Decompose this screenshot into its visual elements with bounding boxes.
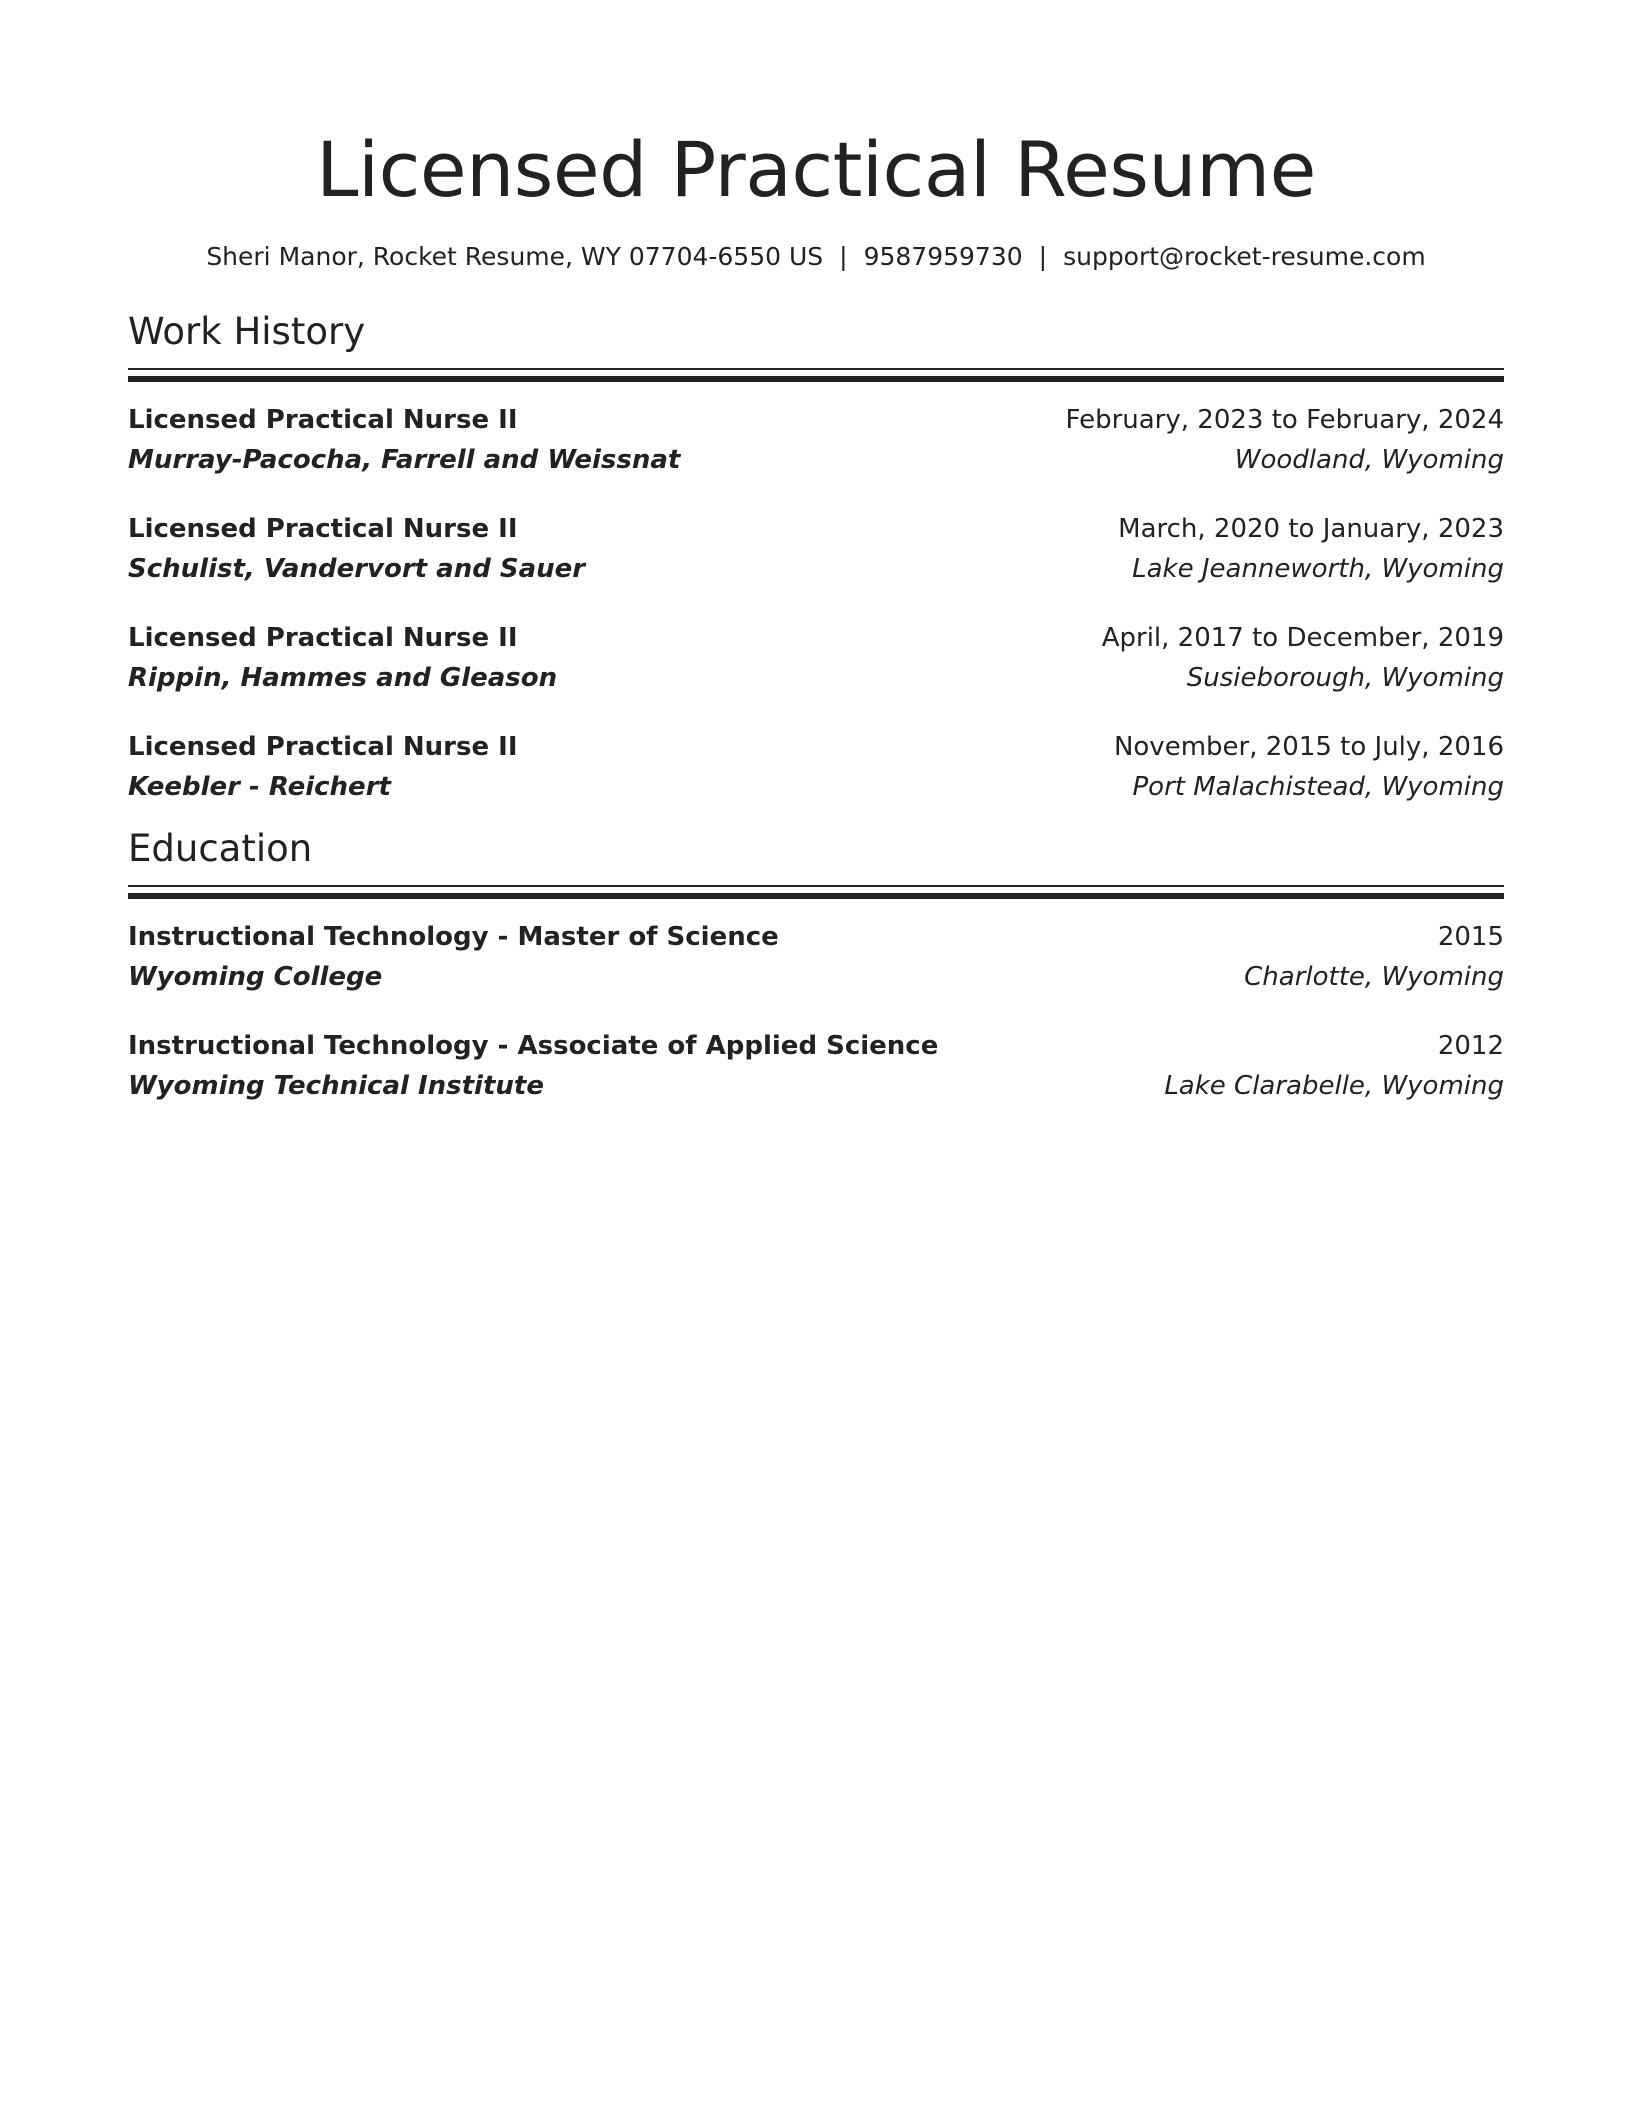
contact-address: Sheri Manor, Rocket Resume, WY 07704-6550 US <box>206 242 824 271</box>
education-entry <box>128 917 1504 997</box>
job-title: Licensed Practical Nurse II <box>128 732 518 762</box>
job-title: Licensed Practical Nurse II <box>128 405 518 435</box>
job-dates: March, 2020 to January, 2023 <box>1118 514 1504 544</box>
divider-thick-line <box>128 893 1504 899</box>
job-employer-row <box>128 767 1504 807</box>
divider-thin-line <box>128 885 1504 887</box>
job-employer: Schulist, Vandervort and Sauer <box>128 554 586 584</box>
section-divider <box>128 368 1504 382</box>
resume-title: Licensed Practical Resume <box>316 125 1316 214</box>
job-employer: Rippin, Hammes and Gleason <box>128 663 558 693</box>
job-employer-row <box>128 440 1504 480</box>
degree-year: 2012 <box>1437 1031 1504 1061</box>
degree-row <box>128 917 1504 957</box>
school-name: Wyoming College <box>128 962 383 992</box>
job-dates: April, 2017 to December, 2019 <box>1101 623 1504 653</box>
job-entry <box>128 509 1504 589</box>
school-row <box>128 1066 1504 1106</box>
job-title: Licensed Practical Nurse II <box>128 514 518 544</box>
job-employer: Murray-Pacocha, Farrell and Weissnat <box>128 445 681 475</box>
job-entry <box>128 618 1504 698</box>
job-location: Lake Jeanneworth, Wyoming <box>1132 554 1504 584</box>
degree-year: 2015 <box>1437 922 1504 952</box>
contact-line <box>128 240 1504 274</box>
job-header-row <box>128 509 1504 549</box>
degree-name: Instructional Technology - Master of Science <box>128 922 779 952</box>
resume-page <box>128 0 1504 1106</box>
job-entry <box>128 727 1504 807</box>
job-location: Susieborough, Wyoming <box>1186 663 1504 693</box>
job-employer: Keebler - Reichert <box>128 772 391 802</box>
school-location: Charlotte, Wyoming <box>1244 962 1504 992</box>
job-employer-row <box>128 658 1504 698</box>
contact-separator: | <box>839 242 848 271</box>
job-entry <box>128 400 1504 480</box>
education-entry <box>128 1026 1504 1106</box>
education-section <box>128 825 1504 1106</box>
job-location: Port Malachistead, Wyoming <box>1132 772 1504 802</box>
job-dates: November, 2015 to July, 2016 <box>1113 732 1504 762</box>
education-heading: Education <box>128 827 313 870</box>
school-row <box>128 957 1504 997</box>
work-history-heading: Work History <box>128 310 366 353</box>
school-location: Lake Clarabelle, Wyoming <box>1164 1071 1504 1101</box>
degree-name: Instructional Technology - Associate of Applied Science <box>128 1031 939 1061</box>
divider-thick-line <box>128 376 1504 382</box>
degree-row <box>128 1026 1504 1066</box>
job-location: Woodland, Wyoming <box>1234 445 1504 475</box>
contact-phone: 9587959730 <box>863 242 1023 271</box>
school-name: Wyoming Technical Institute <box>128 1071 544 1101</box>
job-header-row <box>128 727 1504 767</box>
divider-thin-line <box>128 368 1504 370</box>
job-header-row <box>128 400 1504 440</box>
job-title: Licensed Practical Nurse II <box>128 623 518 653</box>
job-dates: February, 2023 to February, 2024 <box>1065 405 1504 435</box>
job-employer-row <box>128 549 1504 589</box>
work-history-section <box>128 308 1504 807</box>
job-header-row <box>128 618 1504 658</box>
contact-separator: | <box>1038 242 1048 271</box>
contact-email: support@rocket-resume.com <box>1063 242 1426 271</box>
section-divider <box>128 885 1504 899</box>
